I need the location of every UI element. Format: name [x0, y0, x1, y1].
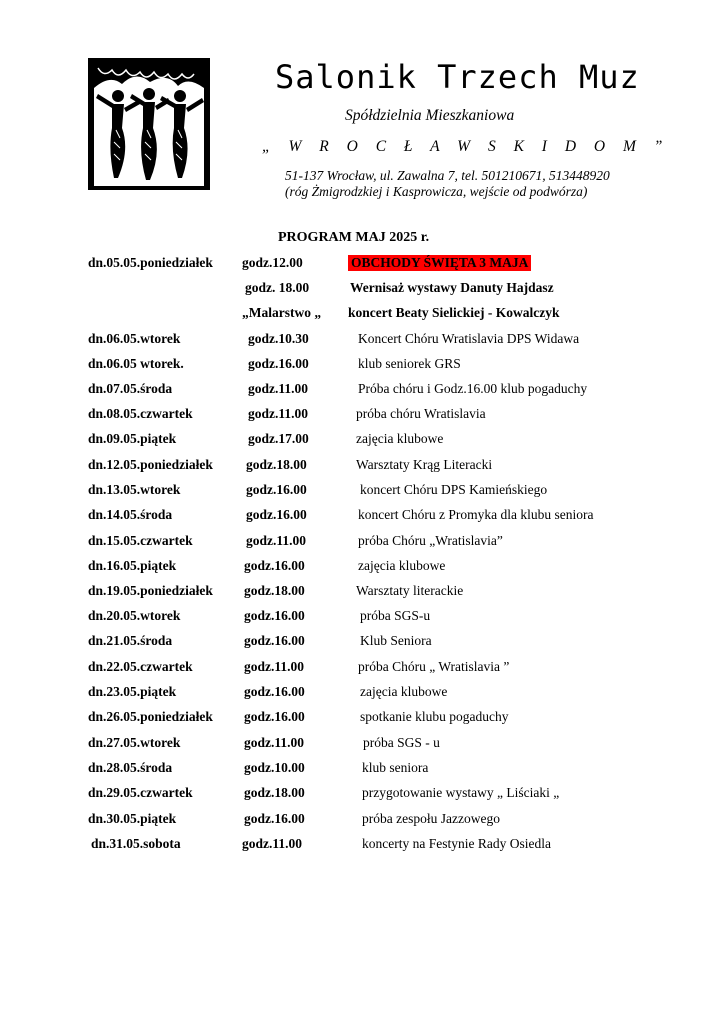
schedule-time: godz.16.00 — [244, 558, 305, 573]
schedule-row — [0, 811, 724, 831]
schedule-row — [0, 331, 724, 351]
schedule-event: OBCHODY ŚWIĘTA 3 MAJA — [348, 255, 531, 271]
schedule-row — [0, 785, 724, 805]
schedule-event: zajęcia klubowe — [356, 431, 444, 446]
schedule-time: godz.17.00 — [248, 431, 309, 446]
schedule-time: godz.16.00 — [248, 356, 309, 371]
schedule-time: godz.16.00 — [244, 684, 305, 699]
schedule-row — [0, 709, 724, 729]
address-line-2: (róg Żmigrodzkiej i Kasprowicza, wejście od podwórza) — [285, 184, 588, 199]
schedule-row — [0, 255, 724, 275]
schedule-row — [0, 305, 724, 325]
schedule-event: zajęcia klubowe — [358, 558, 446, 573]
schedule-event: koncert Chóru DPS Kamieńskiego — [360, 482, 548, 497]
schedule-row — [0, 431, 724, 451]
schedule-event: klub seniorek GRS — [358, 356, 461, 371]
schedule-date: dn.20.05.wtorek — [88, 608, 181, 623]
schedule-row — [0, 457, 724, 477]
schedule-row — [0, 533, 724, 553]
schedule-event: Próba chóru i Godz.16.00 klub pogaduchy — [358, 381, 588, 396]
schedule-time: godz.10.00 — [244, 760, 305, 775]
schedule-row — [0, 482, 724, 502]
schedule-time: godz. 18.00 — [245, 280, 310, 295]
schedule-date: dn.15.05.czwartek — [88, 533, 193, 548]
schedule-event: zajęcia klubowe — [360, 684, 448, 699]
schedule-event: Koncert Chóru Wratislavia DPS Widawa — [358, 331, 580, 346]
page-title: Salonik Trzech Muz — [275, 58, 640, 96]
schedule-time: godz.11.00 — [248, 381, 309, 396]
schedule-time: godz.16.00 — [244, 709, 305, 724]
schedule-date: dn.30.05.piątek — [88, 811, 177, 826]
schedule-date: dn.28.05.środa — [88, 760, 173, 775]
schedule-event: próba SGS - u — [363, 735, 440, 750]
schedule-row — [0, 280, 724, 300]
schedule-date: dn.29.05.czwartek — [88, 785, 193, 800]
org-name: „ W R O C Ł A W S K I D O M ” — [262, 138, 670, 155]
schedule-time: godz.16.00 — [244, 608, 305, 623]
schedule-time: godz.16.00 — [246, 507, 307, 522]
schedule-row — [0, 760, 724, 780]
schedule-time: godz.11.00 — [242, 836, 303, 851]
schedule-row — [0, 381, 724, 401]
schedule-event: próba zespołu Jazzowego — [362, 811, 500, 826]
schedule-date: dn.23.05.piątek — [88, 684, 177, 699]
schedule-row — [0, 406, 724, 426]
schedule-row — [0, 659, 724, 679]
schedule-event: przygotowanie wystawy „ Liściaki „ — [362, 785, 560, 800]
schedule-event: Warsztaty literackie — [356, 583, 464, 598]
schedule-time: godz.11.00 — [244, 735, 305, 750]
schedule-time: godz.11.00 — [248, 406, 309, 421]
schedule-event: spotkanie klubu pogaduchy — [360, 709, 509, 724]
schedule-date: dn.14.05.środa — [88, 507, 173, 522]
schedule-date: dn.31.05.sobota — [91, 836, 181, 851]
schedule-time: godz.16.00 — [246, 482, 307, 497]
schedule-date: dn.08.05.czwartek — [88, 406, 193, 421]
schedule-event: próba Chóru „Wratislavia” — [358, 533, 503, 548]
schedule-date: dn.09.05.piątek — [88, 431, 177, 446]
schedule-date: dn.21.05.środa — [88, 633, 173, 648]
schedule-date: dn.05.05.poniedziałek — [88, 255, 213, 270]
schedule-row — [0, 684, 724, 704]
schedule-event: próba chóru Wratislavia — [356, 406, 486, 421]
schedule-row — [0, 836, 724, 856]
schedule-row — [0, 507, 724, 527]
schedule-date: dn.19.05.poniedziałek — [88, 583, 213, 598]
schedule-time: godz.16.00 — [244, 633, 305, 648]
schedule-row — [0, 558, 724, 578]
schedule-date: dn.13.05.wtorek — [88, 482, 181, 497]
schedule-event: koncert Chóru z Promyka dla klubu seniora — [358, 507, 594, 522]
schedule-row — [0, 608, 724, 628]
schedule-event: koncert Beaty Sielickiej - Kowalczyk — [348, 305, 560, 320]
schedule-date: dn.12.05.poniedziałek — [88, 457, 213, 472]
schedule-time: godz.12.00 — [242, 255, 303, 270]
schedule-time: „Malarstwo „ — [242, 305, 322, 320]
schedule-event: Wernisaż wystawy Danuty Hajdasz — [350, 280, 554, 295]
address-line-1: 51-137 Wrocław, ul. Zawalna 7, tel. 501210671, 513448920 — [285, 168, 610, 183]
schedule-row — [0, 356, 724, 376]
schedule-event: próba SGS-u — [360, 608, 431, 623]
schedule-event: klub seniora — [362, 760, 429, 775]
schedule-date: dn.22.05.czwartek — [88, 659, 193, 674]
schedule-date: dn.06.05 wtorek. — [88, 356, 184, 371]
schedule-row — [0, 583, 724, 603]
schedule-row — [0, 633, 724, 653]
schedule-date: dn.16.05.piątek — [88, 558, 177, 573]
schedule-date: dn.27.05.wtorek — [88, 735, 181, 750]
schedule-time: godz.18.00 — [244, 785, 305, 800]
program-title: PROGRAM MAJ 2025 r. — [278, 230, 430, 245]
schedule-time: godz.18.00 — [244, 583, 305, 598]
schedule-time: godz.18.00 — [246, 457, 307, 472]
schedule-event: Klub Seniora — [360, 633, 432, 648]
schedule-row — [0, 735, 724, 755]
three-dancers-logo — [88, 58, 210, 190]
schedule-event: próba Chóru „ Wratislavia ” — [358, 659, 510, 674]
schedule-time: godz.16.00 — [244, 811, 305, 826]
schedule-time: godz.11.00 — [246, 533, 307, 548]
schedule-event: koncerty na Festynie Rady Osiedla — [362, 836, 551, 851]
schedule-event: Warsztaty Krąg Literacki — [356, 457, 493, 472]
schedule-date: dn.26.05.poniedziałek — [88, 709, 213, 724]
schedule-date: dn.07.05.środa — [88, 381, 173, 396]
schedule-time: godz.10.30 — [248, 331, 309, 346]
schedule-date: dn.06.05.wtorek — [88, 331, 181, 346]
subtitle: Spółdzielnia Mieszkaniowa — [345, 107, 515, 124]
schedule-time: godz.11.00 — [244, 659, 305, 674]
